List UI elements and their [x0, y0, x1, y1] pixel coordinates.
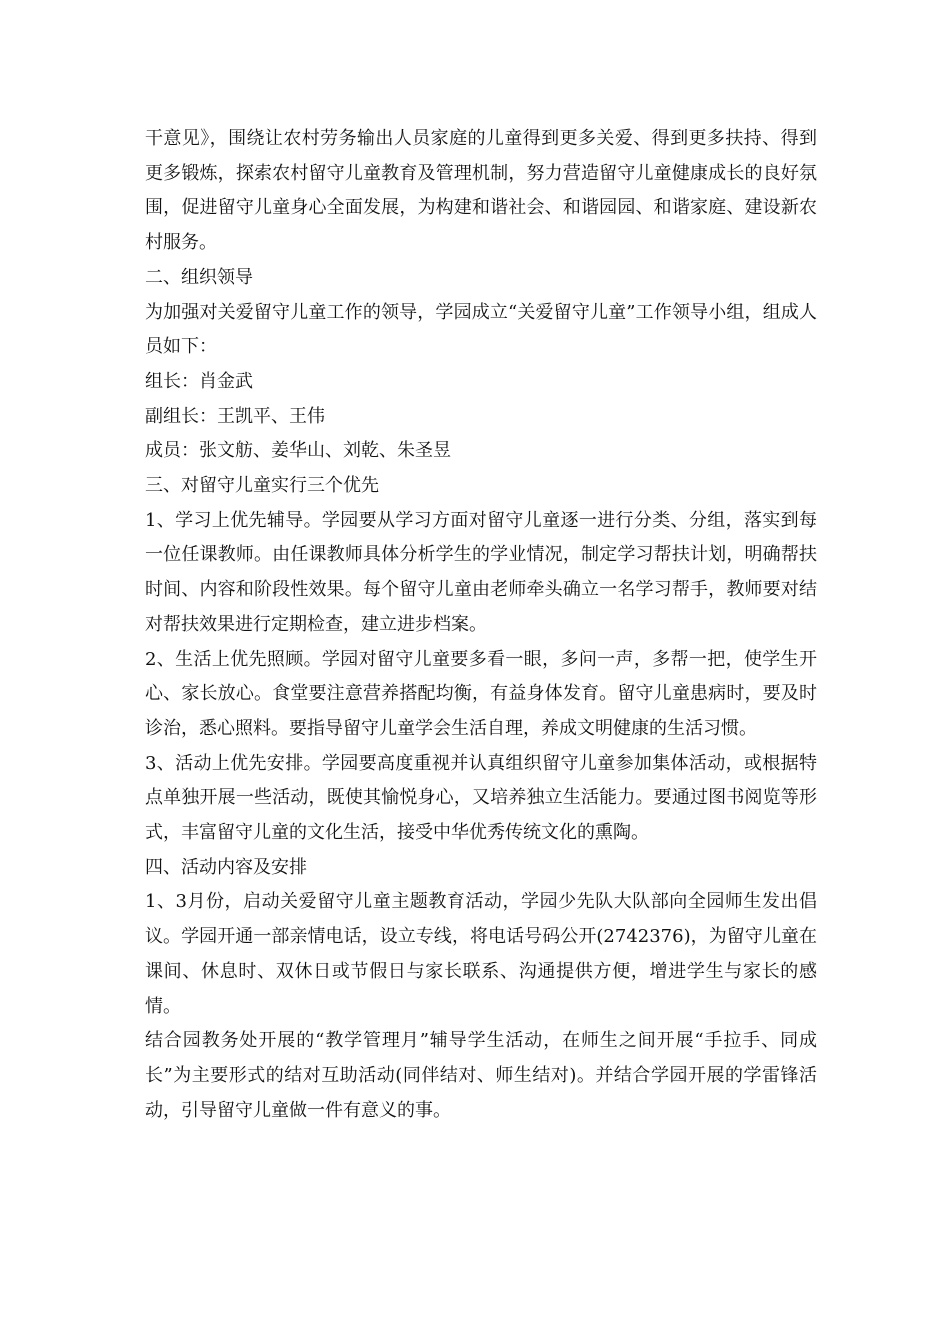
- paragraph-march-activity: 1、3月份，启动关爱留守儿童主题教育活动，学园少先队大队部向全园师生发出倡议。学园开通一部亲情电话，设立专线，将电话号码公开(2742376)，为留守儿童在课间、休息时、双休日或节假日与家长联系、沟通提供方便，增进学生与家长的感情。: [145, 891, 817, 1017]
- group-leader-line: 组长：肖金武: [145, 370, 253, 392]
- paragraph-pairing-activity: 结合园教务处开展的“教学管理月”辅导学生活动，在师生之间开展“手拉手、同成长”为主要形式的结对互助活动(同伴结对、师生结对)。并结合学园开展的学雷锋活动，引导留守儿童做一件有意义的事。: [145, 1030, 817, 1121]
- members-line: 成员：张文舫、姜华山、刘乾、朱圣昱: [145, 440, 451, 462]
- paragraph-study-priority: 1、学习上优先辅导。学园要从学习方面对留守儿童逐一进行分类、分组，落实到每一位任课教师。由任课教师具体分析学生的学业情况，制定学习帮扶计划，明确帮扶时间、内容和阶段性效果。每个留守儿童由老师牵头确立一名学习帮手，教师要对结对帮扶效果进行定期检查，建立进步档案。: [145, 509, 817, 635]
- paragraph-leadership-group: 为加强对关爱留守儿童工作的领导，学园成立“关爱留守儿童”工作领导小组，组成人员如下：: [145, 301, 817, 358]
- paragraph-life-priority: 2、生活上优先照顾。学园对留守儿童要多看一眼，多问一声，多帮一把，使学生开心、家长放心。食堂要注意营养搭配均衡，有益身体发育。留守儿童患病时，要及时诊治，悉心照料。要指导留守儿童学会生活自理，养成文明健康的生活习惯。: [145, 648, 817, 739]
- section-heading-priorities: 三、对留守儿童实行三个优先: [145, 475, 379, 497]
- paragraph-intro-continuation: 干意见》，围绕让农村劳务输出人员家庭的儿童得到更多关爱、得到更多扶持、得到更多锻炼，探索农村留守儿童教育及管理机制，努力营造留守儿童健康成长的良好氛围，促进留守儿童身心全面发展，为构建和谐社会、和谐园园、和谐家庭、建设新农村服务。: [145, 128, 817, 254]
- paragraph-activity-priority: 3、活动上优先安排。学园要高度重视并认真组织留守儿童参加集体活动，或根据特点单独开展一些活动，既使其愉悦身心，又培养独立生活能力。要通过图书阅览等形式，丰富留守儿童的文化生活，接受中华优秀传统文化的熏陶。: [145, 752, 817, 844]
- document-body: [145, 122, 817, 1128]
- section-heading-activities: 四、活动内容及安排: [145, 856, 307, 878]
- deputy-leader-line: 副组长：王凯平、王伟: [145, 405, 325, 427]
- section-heading-organization: 二、组织领导: [145, 266, 253, 288]
